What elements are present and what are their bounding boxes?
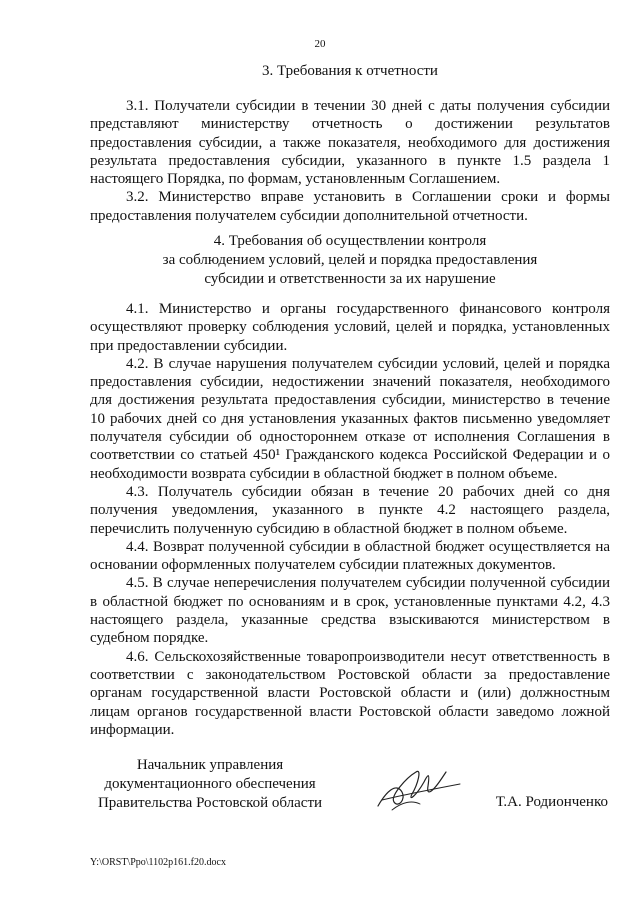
handwritten-signature [372, 762, 468, 818]
section-3-body [90, 97, 610, 225]
paragraph-4-3: 4.3. Получатель субсидии обязан в течение 20 рабочих дней со дня получения уведомления, указанного в пункте 4.2 настоящего раздела, перечислить полученную субсидию в областной бюджет в полном объеме. [90, 483, 610, 537]
paragraph-4-1: 4.1. Министерство и органы государственного финансового контроля осуществляют проверку соблюдения условий, целей и порядка, установленных при предоставлении субсидии. [90, 301, 610, 354]
section-4-heading-line: за соблюдением условий, целей и порядка предоставления [162, 252, 538, 268]
signatory-title-line: документационного обеспечения [104, 776, 316, 792]
paragraph-4-5: 4.5. В случае неперечисления получателем субсидии полученной субсидии в областной бюджет по основаниям и в срок, установленные пунктами 4.2, 4.3 настоящего раздела, указанные средства взыскиваются министерством в судебном порядке. [90, 575, 610, 647]
section-4-heading [90, 232, 610, 289]
file-path: Y:\ORST\Ppo\1102p161.f20.docx [90, 857, 226, 868]
section-4-heading-line: 4. Требования об осуществлении контроля [213, 233, 487, 249]
page-number: 20 [314, 38, 326, 50]
paragraph-4-4: 4.4. Возврат полученной субсидии в областной бюджет осуществляется на основании оформленных получателем субсидии платежных документов. [90, 538, 610, 574]
paragraph-3-1: 3.1. Получатели субсидии в течении 30 дней с даты получения субсидии представляют министерству отчетность о достижении результатов предоставления субсидии, а также показателя, необходимого для достижения результата предоставления субсидии, указанного в пункте 1.5 раздела 1 настоящего Порядка, по формам, установленным Соглашением. [90, 98, 610, 188]
signatory-name: Т.А. Родионченко [495, 794, 608, 810]
signatory-title-line: Правительства Ростовской области [97, 795, 323, 811]
paragraph-4-6: 4.6. Сельскохозяйственные товаропроизводители несут ответственность в соответствии с законодательством Ростовской области за предоставление органам государственной власти Ростовской области и (или) должностным лицам органов государственной власти Ростовской области заведомо ложной информации. [90, 648, 610, 738]
paragraph-3-2: 3.2. Министерство вправе установить в Соглашении сроки и формы предоставления получателем субсидии дополнительной отчетности. [90, 189, 610, 224]
signatory-title [90, 756, 330, 813]
section-4-body [90, 300, 610, 739]
paragraph-4-2: 4.2. В случае нарушения получателем субсидии условий, целей и порядка предоставления субсидии, недостижении значений показателя, необходимого для достижения результата предоставления субсидии, министерство в течение 10 рабочих дней со дня установления указанных фактов письменно уведомляет получателя субсидии об одностороннем отказе от исполнения Соглашения в соответствии со статьей 450¹ Гражданского кодекса Российской Федерации и о необходимости возврата субсидии в областной бюджет в полном объеме. [90, 355, 610, 482]
signatory-title-line: Начальник управления [136, 757, 284, 773]
section-4-heading-line: субсидии и ответственности за их нарушение [204, 271, 496, 287]
section-3-heading: 3. Требования к отчетности [262, 63, 438, 79]
